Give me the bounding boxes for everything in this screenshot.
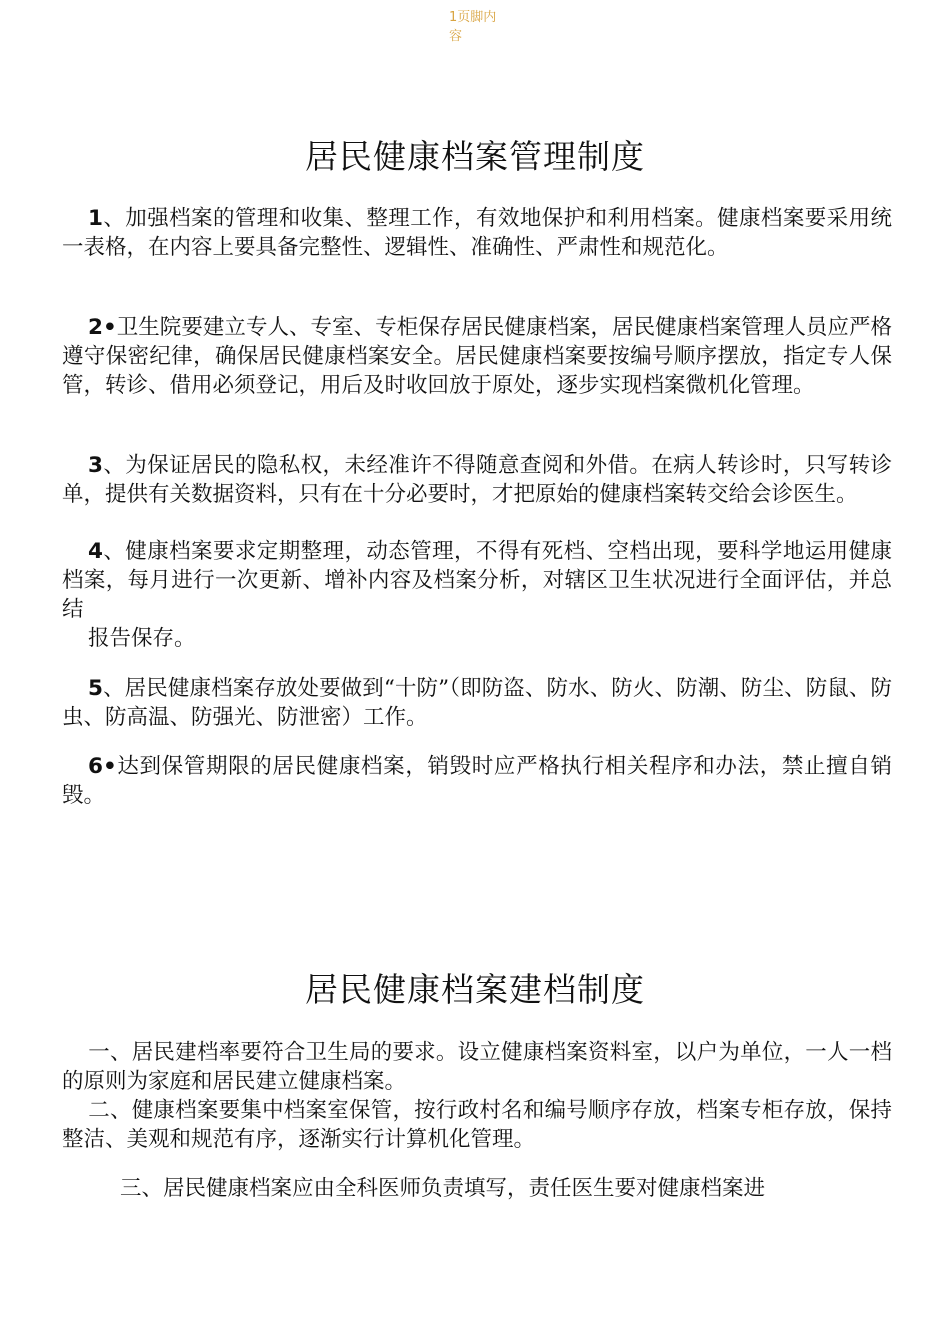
section2-item-3 bbox=[62, 1174, 892, 1203]
section1-title: 居民健康档案管理制度 bbox=[305, 137, 645, 176]
item-text: 三、居民健康档案应由全科医师负责填写，责任医生要对健康档案进 bbox=[120, 1176, 766, 1201]
item-text: 、加强档案的管理和收集、整理工作，有效地保护和利用档案。健康档案要采用统一表格，在内容上要具备完整性、逻辑性、准确性、严肃性和规范化。 bbox=[62, 206, 892, 260]
section1-item-3 bbox=[62, 451, 892, 509]
item-number: 4 bbox=[88, 539, 103, 564]
item-text: 一、居民建档率要符合卫生局的要求。设立健康档案资料室，以户为单位，一人一档的原则为家庭和居民建立健康档案。 bbox=[62, 1040, 892, 1094]
item-text: 、为保证居民的隐私权，未经准许不得随意查阅和外借。在病人转诊时，只写转诊单，提供有关数据资料，只有在十分必要时，才把原始的健康档案转交给会诊医生。 bbox=[62, 453, 892, 507]
item-number: 2• bbox=[88, 315, 117, 340]
section2-item-2 bbox=[62, 1096, 892, 1154]
section1-item-1 bbox=[62, 204, 892, 262]
item-number: 5 bbox=[88, 676, 103, 701]
item-text: 卫生院要建立专人、专室、专柜保存居民健康档案，居民健康档案管理人员应严格遵守保密纪律，确保居民健康档案安全。居民健康档案要按编号顺序摆放，指定专人保管，转诊、借用必须登记，用后及时收回放于原处，逐步实现档案微机化管理。 bbox=[62, 315, 892, 398]
section1-item-6 bbox=[62, 752, 892, 810]
section2-title: 居民健康档案建档制度 bbox=[305, 970, 645, 1009]
item-text: 二、健康档案要集中档案室保管，按行政村名和编号顺序存放，档案专柜存放，保持整洁、美观和规范有序，逐渐实行计算机化管理。 bbox=[62, 1098, 892, 1152]
section1-item-5 bbox=[62, 674, 892, 732]
item-text-continued: 报告保存。 bbox=[88, 626, 196, 651]
item-number: 6• bbox=[88, 754, 117, 779]
item-text: 、健康档案要求定期整理，动态管理，不得有死档、空档出现，要科学地运用健康档案，每月进行一次更新、增补内容及档案分析，对辖区卫生状况进行全面评估，并总结 bbox=[62, 539, 892, 622]
item-text: 达到保管期限的居民健康档案，销毁时应严格执行相关程序和办法，禁止擅自销毁。 bbox=[62, 754, 892, 808]
section1-item-2 bbox=[62, 313, 892, 400]
item-number: 3 bbox=[88, 453, 103, 478]
footer-line-2: 容 bbox=[449, 29, 463, 44]
item-text: 、居民健康档案存放处要做到“十防”（即防盗、防水、防火、防潮、防尘、防鼠、防虫、防高温、防强光、防泄密）工作。 bbox=[62, 676, 892, 730]
section1-item-4 bbox=[62, 537, 892, 653]
footer-content-label bbox=[449, 8, 511, 46]
item-number: 1 bbox=[88, 206, 103, 231]
section2-item-1 bbox=[62, 1038, 892, 1096]
footer-line-1: 1页脚内 bbox=[449, 10, 497, 25]
